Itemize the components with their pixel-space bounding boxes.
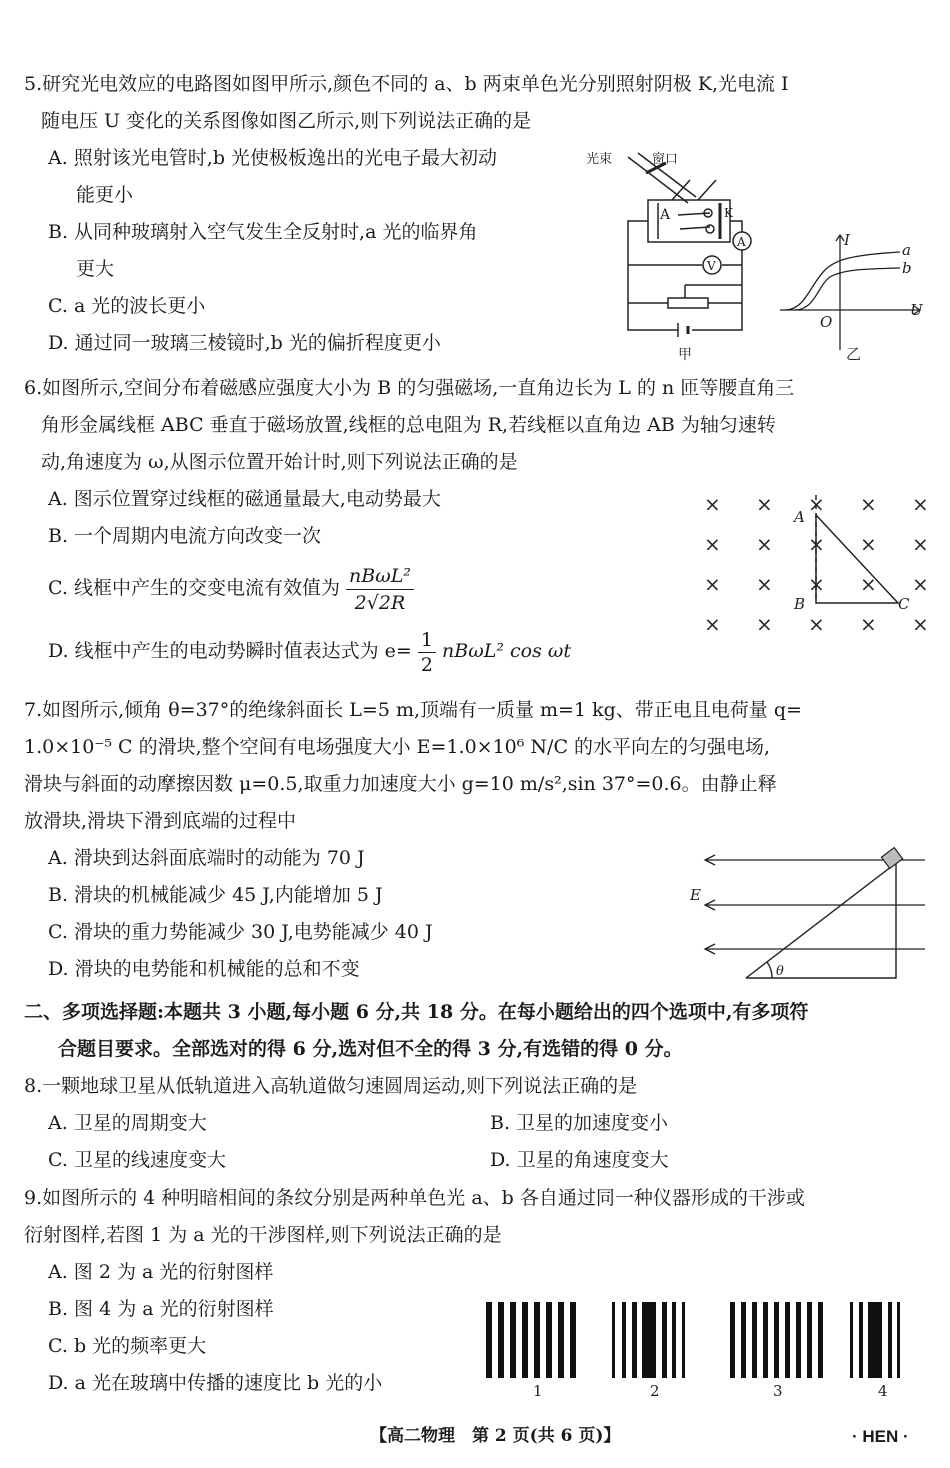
q6-option-c-fraction bbox=[346, 563, 414, 616]
q6-d-numerator: 1 bbox=[418, 628, 436, 653]
label-pattern-1: 1 bbox=[533, 1382, 543, 1400]
fringe-bar-pattern-4 bbox=[897, 1302, 900, 1378]
caption-jia: 甲 bbox=[678, 347, 692, 363]
q6-option-d-text: D. 线框中产生的电动势瞬时值表达式为 e= bbox=[48, 640, 412, 662]
curve-a bbox=[785, 252, 900, 310]
q6-stem-line1: 6.如图所示,空间分布着磁感应强度大小为 B 的匀强磁场,一直角边长为 L 的 n 匝等腰直角三 bbox=[24, 377, 795, 399]
field-cross-mark: × bbox=[808, 612, 825, 636]
q5-option-b-line1: B. 从同种玻璃射入空气发生全反射时,a 光的临界角 bbox=[48, 221, 478, 243]
section-2-line2: 合题目要求。全部选对的得 6 分,选对但不全的得 3 分,有选错的得 0 分。 bbox=[58, 1038, 683, 1060]
fringe-labels bbox=[533, 1382, 888, 1400]
circuit-labels bbox=[586, 151, 746, 363]
field-cross-mark: × bbox=[704, 492, 721, 516]
graph-labels bbox=[820, 231, 924, 363]
q6-option-b: B. 一个周期内电流方向改变一次 bbox=[48, 525, 322, 547]
q5-option-d: D. 通过同一玻璃三棱镜时,b 光的偏折程度更小 bbox=[48, 332, 441, 354]
field-cross-mark: × bbox=[756, 612, 773, 636]
label-curve-b: b bbox=[902, 259, 912, 277]
q8-option-d: D. 卫星的角速度变大 bbox=[490, 1149, 669, 1171]
label-vertex-A: A bbox=[794, 508, 805, 526]
q5-option-a-line2: 能更小 bbox=[76, 184, 134, 206]
q9-option-a: A. 图 2 为 a 光的衍射图样 bbox=[48, 1261, 274, 1283]
slider-block bbox=[881, 848, 902, 869]
field-cross-mark: × bbox=[860, 492, 877, 516]
fringe-bar-pattern-3 bbox=[774, 1302, 779, 1378]
rheostat bbox=[668, 298, 708, 308]
q8-option-b: B. 卫星的加速度变小 bbox=[490, 1112, 669, 1134]
q7-option-b: B. 滑块的机械能减少 45 J,内能增加 5 J bbox=[48, 884, 383, 906]
field-cross-mark: × bbox=[756, 532, 773, 556]
q9-figure bbox=[480, 1300, 920, 1405]
label-anode-A: A bbox=[660, 207, 671, 223]
field-cross-mark: × bbox=[704, 572, 721, 596]
fringe-bar-pattern-1 bbox=[522, 1302, 528, 1378]
fringe-bar-pattern-3 bbox=[796, 1302, 801, 1378]
q8-option-c: C. 卫星的线速度变大 bbox=[48, 1149, 226, 1171]
page-footer bbox=[0, 1418, 950, 1448]
section-2-line1: 二、多项选择题:本题共 3 小题,每小题 6 分,共 18 分。在每小题给出的四个选项中,有多项符 bbox=[24, 1001, 809, 1023]
incline bbox=[746, 863, 896, 978]
field-cross-mark: × bbox=[860, 532, 877, 556]
q6-stem-line3: 动,角速度为 ω,从图示位置开始计时,则下列说法正确的是 bbox=[41, 451, 518, 473]
phototube-circuit-diagram bbox=[628, 153, 751, 337]
label-U: U bbox=[910, 301, 923, 319]
label-field-E: E bbox=[690, 886, 701, 904]
fringe-bar-pattern-3 bbox=[752, 1302, 757, 1378]
fringe-bar-pattern-1 bbox=[534, 1302, 540, 1378]
q5-option-a-line1: A. 照射该光电管时,b 光使极板逸出的光电子最大初动 bbox=[48, 147, 498, 169]
fringe-bar-pattern-1 bbox=[498, 1302, 504, 1378]
fringe-bar-pattern-2 bbox=[612, 1302, 615, 1378]
label-origin-O: O bbox=[820, 313, 833, 331]
q5-option-c: C. a 光的波长更小 bbox=[48, 295, 206, 317]
label-ammeter: A bbox=[737, 235, 746, 249]
field-cross-mark: × bbox=[808, 532, 825, 556]
footer-page-info: 【高二物理 第 2 页(共 6 页)】 bbox=[370, 1426, 621, 1446]
window-pipe-right bbox=[698, 180, 716, 200]
fringe-bar-pattern-3 bbox=[741, 1302, 746, 1378]
fringe-bar-pattern-1 bbox=[570, 1302, 576, 1378]
field-cross-mark: × bbox=[808, 492, 825, 516]
q6-figure bbox=[690, 485, 935, 645]
field-cross-mark: × bbox=[756, 492, 773, 516]
label-pattern-3: 3 bbox=[773, 1382, 783, 1400]
label-window: 窗口 bbox=[652, 152, 679, 167]
label-vertex-C: C bbox=[898, 595, 910, 613]
wire-left bbox=[628, 221, 678, 330]
fringe-bar-pattern-1 bbox=[486, 1302, 492, 1378]
triangle-frame bbox=[816, 495, 898, 603]
caption-yi: 乙 bbox=[846, 345, 862, 363]
label-pattern-4: 4 bbox=[878, 1382, 888, 1400]
fringe-bar-pattern-4 bbox=[859, 1302, 863, 1378]
fringe-patterns bbox=[486, 1302, 900, 1378]
footer-code: · HEN · bbox=[852, 1427, 909, 1446]
q7-option-d: D. 滑块的电势能和机械能的总和不变 bbox=[48, 958, 360, 980]
q7-stem-line1: 7.如图所示,倾角 θ=37°的绝缘斜面长 L=5 m,顶端有一质量 m=1 kg、带正电且电荷量 q= bbox=[24, 699, 802, 721]
label-vertex-B: B bbox=[794, 595, 806, 613]
label-pattern-2: 2 bbox=[650, 1382, 660, 1400]
incline-labels bbox=[689, 886, 784, 979]
field-cross-mark: × bbox=[860, 612, 877, 636]
label-curve-a: a bbox=[902, 241, 911, 259]
q7-stem-line4: 放滑块,滑块下滑到底端的过程中 bbox=[24, 810, 297, 832]
q6-c-numerator: nBωL² bbox=[346, 563, 414, 590]
fringe-bar-pattern-3 bbox=[763, 1302, 768, 1378]
field-cross-mark: × bbox=[860, 572, 877, 596]
fringe-bar-pattern-3 bbox=[785, 1302, 790, 1378]
q9-option-b: B. 图 4 为 a 光的衍射图样 bbox=[48, 1298, 274, 1320]
fringe-bar-pattern-3 bbox=[730, 1302, 735, 1378]
field-cross-mark: × bbox=[912, 572, 929, 596]
label-cathode-K: K bbox=[724, 206, 733, 220]
q8-row-cd bbox=[24, 1142, 928, 1179]
field-lines bbox=[705, 855, 925, 954]
triangle-abc bbox=[816, 515, 898, 603]
field-cross-mark: × bbox=[704, 532, 721, 556]
q8-stem: 8.一颗地球卫星从低轨道进入高轨道做匀速圆周运动,则下列说法正确的是 bbox=[24, 1075, 638, 1097]
q6-d-denominator: 2 bbox=[420, 653, 433, 676]
field-cross-mark: × bbox=[756, 572, 773, 596]
q9-option-d: D. a 光在玻璃中传播的速度比 b 光的小 bbox=[48, 1372, 383, 1394]
label-voltmeter: V bbox=[707, 259, 716, 273]
q5-figure bbox=[580, 145, 930, 370]
q6-stem-line2: 角形金属线框 ABC 垂直于磁场放置,线框的总电阻为 R,若线框以直角边 AB 为轴匀速转 bbox=[41, 414, 776, 436]
q9-option-c: C. b 光的频率更大 bbox=[48, 1335, 207, 1357]
q7-stem-line2: 1.0×10⁻⁵ C 的滑块,整个空间有电场强度大小 E=1.0×10⁶ N/C 的水平向左的匀强电场, bbox=[24, 736, 771, 758]
q6-option-c-text: C. 线框中产生的交变电流有效值为 bbox=[48, 577, 340, 599]
fringe-bar-pattern-2 bbox=[632, 1302, 637, 1378]
angle-arc bbox=[767, 962, 772, 978]
field-cross-mark: × bbox=[912, 492, 929, 516]
q6-option-d-fraction bbox=[418, 628, 436, 677]
section-2-header bbox=[24, 994, 928, 1068]
fringe-bar-pattern-2 bbox=[642, 1302, 656, 1378]
q5-option-b-line2: 更大 bbox=[76, 258, 115, 280]
fringe-bar-pattern-3 bbox=[807, 1302, 812, 1378]
question-8 bbox=[24, 1068, 928, 1179]
electron-2 bbox=[706, 225, 714, 233]
fringe-bar-pattern-2 bbox=[662, 1302, 667, 1378]
q7-stem-line3: 滑块与斜面的动摩擦因数 μ=0.5,取重力加速度大小 g=10 m/s²,sin 37°=0.6。由静止释 bbox=[24, 773, 777, 795]
q7-figure bbox=[680, 845, 930, 985]
fringe-bar-pattern-1 bbox=[510, 1302, 516, 1378]
fringe-bar-pattern-1 bbox=[558, 1302, 564, 1378]
label-light-beam: 光束 bbox=[586, 152, 613, 167]
q7-option-c: C. 滑块的重力势能减少 30 J,电势能减少 40 J bbox=[48, 921, 433, 943]
field-cross-mark: × bbox=[704, 612, 721, 636]
q8-row-ab bbox=[24, 1105, 928, 1142]
fringe-bar-pattern-4 bbox=[868, 1302, 882, 1378]
label-I: I bbox=[844, 231, 850, 249]
fringe-bar-pattern-2 bbox=[682, 1302, 685, 1378]
q7-option-a: A. 滑块到达斜面底端时的动能为 70 J bbox=[48, 847, 365, 869]
label-theta: θ bbox=[776, 964, 784, 979]
iu-graph bbox=[780, 235, 920, 350]
incline-slope bbox=[746, 863, 896, 978]
q8-option-a: A. 卫星的周期变大 bbox=[48, 1112, 207, 1134]
q9-stem-line2: 衍射图样,若图 1 为 a 光的干涉图样,则下列说法正确的是 bbox=[24, 1224, 502, 1246]
q6-option-d-expression: nBωL² cos ωt bbox=[442, 640, 571, 662]
q6-option-a: A. 图示位置穿过线框的磁通量最大,电动势最大 bbox=[48, 488, 441, 510]
q6-c-denominator: 2√2R bbox=[354, 591, 406, 614]
q5-stem-line1: 5.研究光电效应的电路图如图甲所示,颜色不同的 a、b 两束单色光分别照射阴极 K,光电流 I bbox=[24, 73, 789, 95]
q5-stem-line2: 随电压 U 变化的关系图像如图乙所示,则下列说法正确的是 bbox=[41, 110, 532, 132]
field-cross-mark: × bbox=[912, 532, 929, 556]
fringe-bar-pattern-1 bbox=[546, 1302, 552, 1378]
fringe-bar-pattern-4 bbox=[888, 1302, 892, 1378]
field-cross-mark: × bbox=[808, 572, 825, 596]
fringe-bar-pattern-4 bbox=[850, 1302, 853, 1378]
fringe-bar-pattern-2 bbox=[622, 1302, 626, 1378]
q9-stem-line1: 9.如图所示的 4 种明暗相间的条纹分别是两种单色光 a、b 各自通过同一种仪器形成的干涉或 bbox=[24, 1187, 805, 1209]
field-cross-mark: × bbox=[912, 612, 929, 636]
fringe-bar-pattern-3 bbox=[818, 1302, 823, 1378]
fringe-bar-pattern-2 bbox=[672, 1302, 676, 1378]
